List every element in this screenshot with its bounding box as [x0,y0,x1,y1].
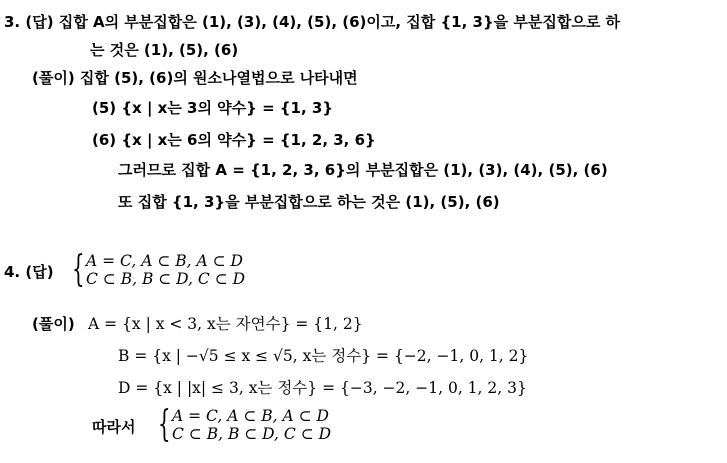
problem-4-set-a: A = {x | x < 3, x는 자연수} = {1, 2} [88,315,363,333]
problem-3-line-2: 는 것은 (1), (5), (6) [90,41,239,59]
problem-3-line-1: 3. (답) 집합 A의 부분집합은 (1), (3), (4), (5), (6)이고, 집합 {1, 3}을 부분집합으로 하 [4,13,621,31]
problem-3-solution-heading: (풀이) 집합 (5), (6)의 원소나열법으로 나타내면 [32,69,358,87]
problem-4-set-d: D = {x | |x| ≤ 3, x는 정수} = {−3, −2, −1, 0, 1, 2, 3} [118,379,527,397]
problem-4-set-b: B = {x | −√5 ≤ x ≤ √5, x는 정수} = {−2, −1, 0, 1, 2} [118,347,529,365]
problem-4-answer-row-1: A = C, A ⊂ B, A ⊂ D [86,252,243,270]
problem-4-answer-label: 4. (답) [4,263,54,281]
problem-4-therefore-label: 따라서 [92,418,136,436]
left-brace-icon: { [72,249,85,290]
problem-4-final-row-1: A = C, A ⊂ B, A ⊂ D [172,407,329,425]
problem-4-solution-label: (풀이) [32,315,75,333]
problem-4-final-row-2: C ⊂ B, B ⊂ D, C ⊂ D [172,425,332,443]
problem-3-conclusion-2: 또 집합 {1, 3}을 부분집합으로 하는 것은 (1), (5), (6) [118,193,500,211]
problem-3-conclusion-1: 그러므로 집합 A = {1, 2, 3, 6}의 부분집합은 (1), (3), (4), (5), (6) [118,161,608,179]
problem-4-answer-row-2: C ⊂ B, B ⊂ D, C ⊂ D [86,270,246,288]
problem-3-item-6: (6) {x | x는 6의 약수} = {1, 2, 3, 6} [92,131,376,149]
problem-3-item-5: (5) {x | x는 3의 약수} = {1, 3} [92,99,334,117]
left-brace-icon: { [158,404,171,445]
